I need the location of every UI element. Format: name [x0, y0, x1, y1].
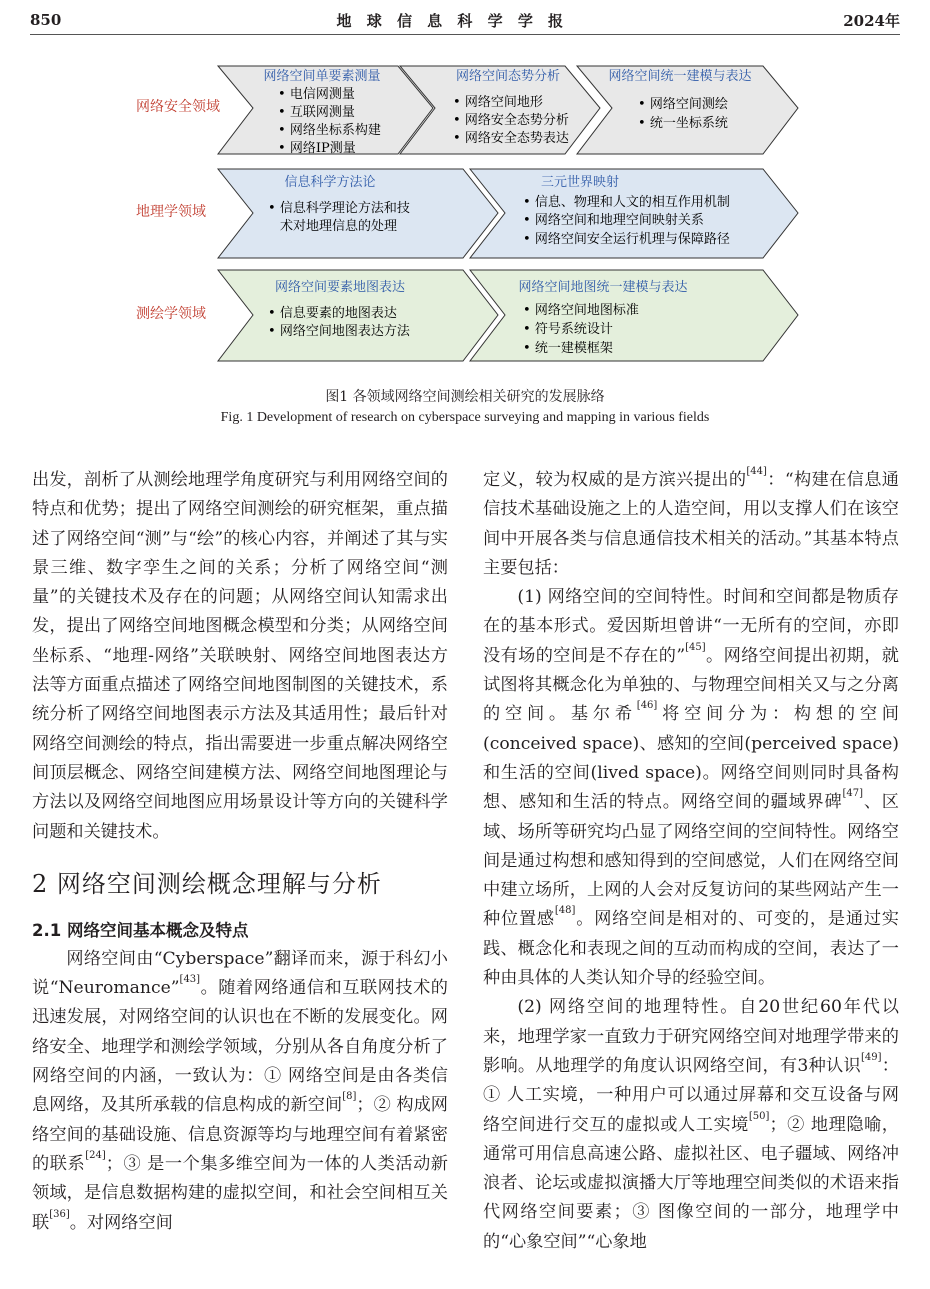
subsection-heading: 2.1 网络空间基本概念及特点 — [32, 920, 249, 940]
box-title: 信息科学方法论 — [284, 175, 376, 190]
box-item: • 网络空间安全运行机理与保障路径 — [523, 232, 730, 247]
citation: [45] — [685, 641, 706, 653]
box-title: 网络空间统一建模与表达 — [608, 69, 752, 84]
paragraph: (1) 网络空间的空间特性。时间和空间都是物质存在的基本形式。爱因斯坦曾讲“一无所有的空间，亦即没有场的空间是不存在的”[45]。网络空间提出初期，就试图将其概念化为单独的、与物理空间相关又与之分离的空间。基尔希[46]将空间分为：构想的空间(conceived space)、感知的空间(perceived space)和生活的空间(lived space)。网络空间则同时具备构想、感知和生活的特点。网络空间的疆域界碑[47]、区域、场所等研究均凸显了网络空间的空间特性。网络空间是通过构想和感知得到的空间感觉，人们在网络空间中建立场所，上网的人会对反复访问的某些网站产生一种位置感[48]。网络空间是相对的、可变的，是通过实践、概念化和表现之间的互动而构成的空间，表达了一种由具体的人类认知介导的经验空间。 — [483, 587, 899, 989]
box-item: • 网络空间和地理空间映射关系 — [523, 213, 704, 228]
box-item: 术对地理信息的处理 — [280, 219, 398, 234]
box-title: 网络空间态势分析 — [455, 69, 561, 84]
citation: [43] — [179, 974, 201, 986]
year: 2024年 — [843, 11, 900, 30]
box-item: • 网络坐标系构建 — [278, 123, 381, 138]
row-label-security: 网络安全领域 — [136, 99, 220, 115]
figure-caption-cn: 图1 各领域网络空间测绘相关研究的发展脉络 — [325, 389, 605, 405]
box-item: • 统一建模框架 — [523, 341, 613, 356]
box-title: 网络空间单要素测量 — [263, 69, 381, 84]
right-column — [483, 466, 899, 1257]
box-title: 三元世界映射 — [540, 175, 620, 190]
row-label-geography: 地理学领域 — [136, 204, 206, 220]
box-title: 网络空间地图统一建模与表达 — [518, 280, 688, 295]
box-item: • 网络安全态势表达 — [453, 131, 569, 146]
page-header — [30, 6, 900, 35]
box-item: • 网络空间测绘 — [638, 97, 728, 112]
box-item: • 信息要素的地图表达 — [268, 306, 397, 321]
section-heading: 2 网络空间测绘概念理解与分析 — [32, 869, 382, 898]
box-item: • 信息、物理和人文的相互作用机制 — [523, 195, 730, 210]
paragraph: 网络空间由“Cyberspace”翻译而来，源于科幻小说“Neuromance”[43]。随着网络通信和互联网技术的迅速发展，对网络空间的认识也在不断的发展变化。网络安全、地理学和测绘学领域，分别从各自角度分析了网络空间的内涵，一致认为：① 网络空间是由各类信息网络，及其所承载的信息构成的新空间[8]；② 构成网络空间的基础设施、信息资源等均与地理空间有着紧密的联系[24]；③ 是一个集多维空间为一体的人类活动新领域，是信息数据构建的虚拟空间，和社会空间相互关联[36]。对网络空间 — [32, 948, 448, 1233]
journal-title: 地 球 信 息 科 学 学 报 — [336, 11, 569, 30]
box-item: • 网络空间地图表达方法 — [268, 324, 410, 339]
box-item: • 电信网测量 — [278, 87, 355, 102]
citation: [48] — [554, 905, 576, 917]
box-title: 网络空间要素地图表达 — [274, 280, 406, 295]
box-item: • 互联网测量 — [278, 105, 355, 120]
box-item: • 网络IP测量 — [278, 141, 356, 156]
row-label-surveying: 测绘学领域 — [136, 306, 206, 322]
box-item: • 信息科学理论方法和技 — [268, 201, 410, 216]
citation: [49] — [861, 1051, 882, 1063]
paragraph: 出发，剖析了从测绘地理学角度研究与利用网络空间的特点和优势；提出了网络空间测绘的研究框架，重点描述了网络空间“测”与“绘”的核心内容，并阐述了其与实景三维、数字孪生之间的关系；分析了网络空间“测量”的关键技术及存在的问题；从网络空间认知需求出发，提出了网络空间地图概念模型和分类；从网络空间坐标系、“地理-网络”关联映射、网络空间地图表达方法等方面重点描述了网络空间地图制图的关键技术，系统分析了网络空间地图表示方法及其适用性；最后针对网络空间测绘的特点，指出需要进一步重点解决网络空间顶层概念、网络空间建模方法、网络空间地图理论与方法以及网络空间地图应用场景设计等方向的关键科学问题和关键技术。 — [32, 470, 448, 842]
box-item: • 符号系统设计 — [523, 322, 613, 337]
figure-caption-en: Fig. 1 Development of research on cyberspace surveying and mapping in various fields — [220, 410, 710, 425]
citation: [24] — [85, 1149, 106, 1161]
paragraph: (2) 网络空间的地理特性。自20世纪60年代以来，地理学家一直致力于研究网络空间对地理学带来的影响。从地理学的角度认识网络空间，有3种认识[49]：① 人工实境，一种用户可以通过屏幕和交互设备与网络空间进行交互的虚拟或人工实境[50]；② 地理隐喻，通常可用信息高速公路、虚拟社区、电子疆域、网络冲浪者、论坛或虚拟演播大厅等地理空间类似的术语来指代网络空间要素；③ 图像空间的一部分，地理学中的“心象空间”“心象地 — [483, 997, 899, 1252]
box-item: • 网络空间地形 — [453, 95, 543, 110]
citation: [8] — [342, 1091, 357, 1103]
citation: [47] — [842, 788, 864, 800]
citation: [50] — [748, 1110, 770, 1122]
left-column — [32, 466, 448, 1238]
box-item: • 网络安全态势分析 — [453, 113, 569, 128]
citation: [46] — [636, 700, 658, 712]
citation: [44] — [746, 466, 767, 477]
page-number: 850 — [30, 11, 62, 29]
figure-1 — [0, 58, 930, 368]
citation: [36] — [49, 1208, 70, 1220]
paragraph: 定义，较为权威的是方滨兴提出的[44]：“构建在信息通信技术基础设施之上的人造空间，用以支撑人们在该空间中开展各类与信息通信技术相关的活动。”其基本特点主要包括： — [483, 466, 899, 578]
box-item: • 统一坐标系统 — [638, 116, 728, 131]
box-item: • 网络空间地图标准 — [523, 303, 639, 318]
